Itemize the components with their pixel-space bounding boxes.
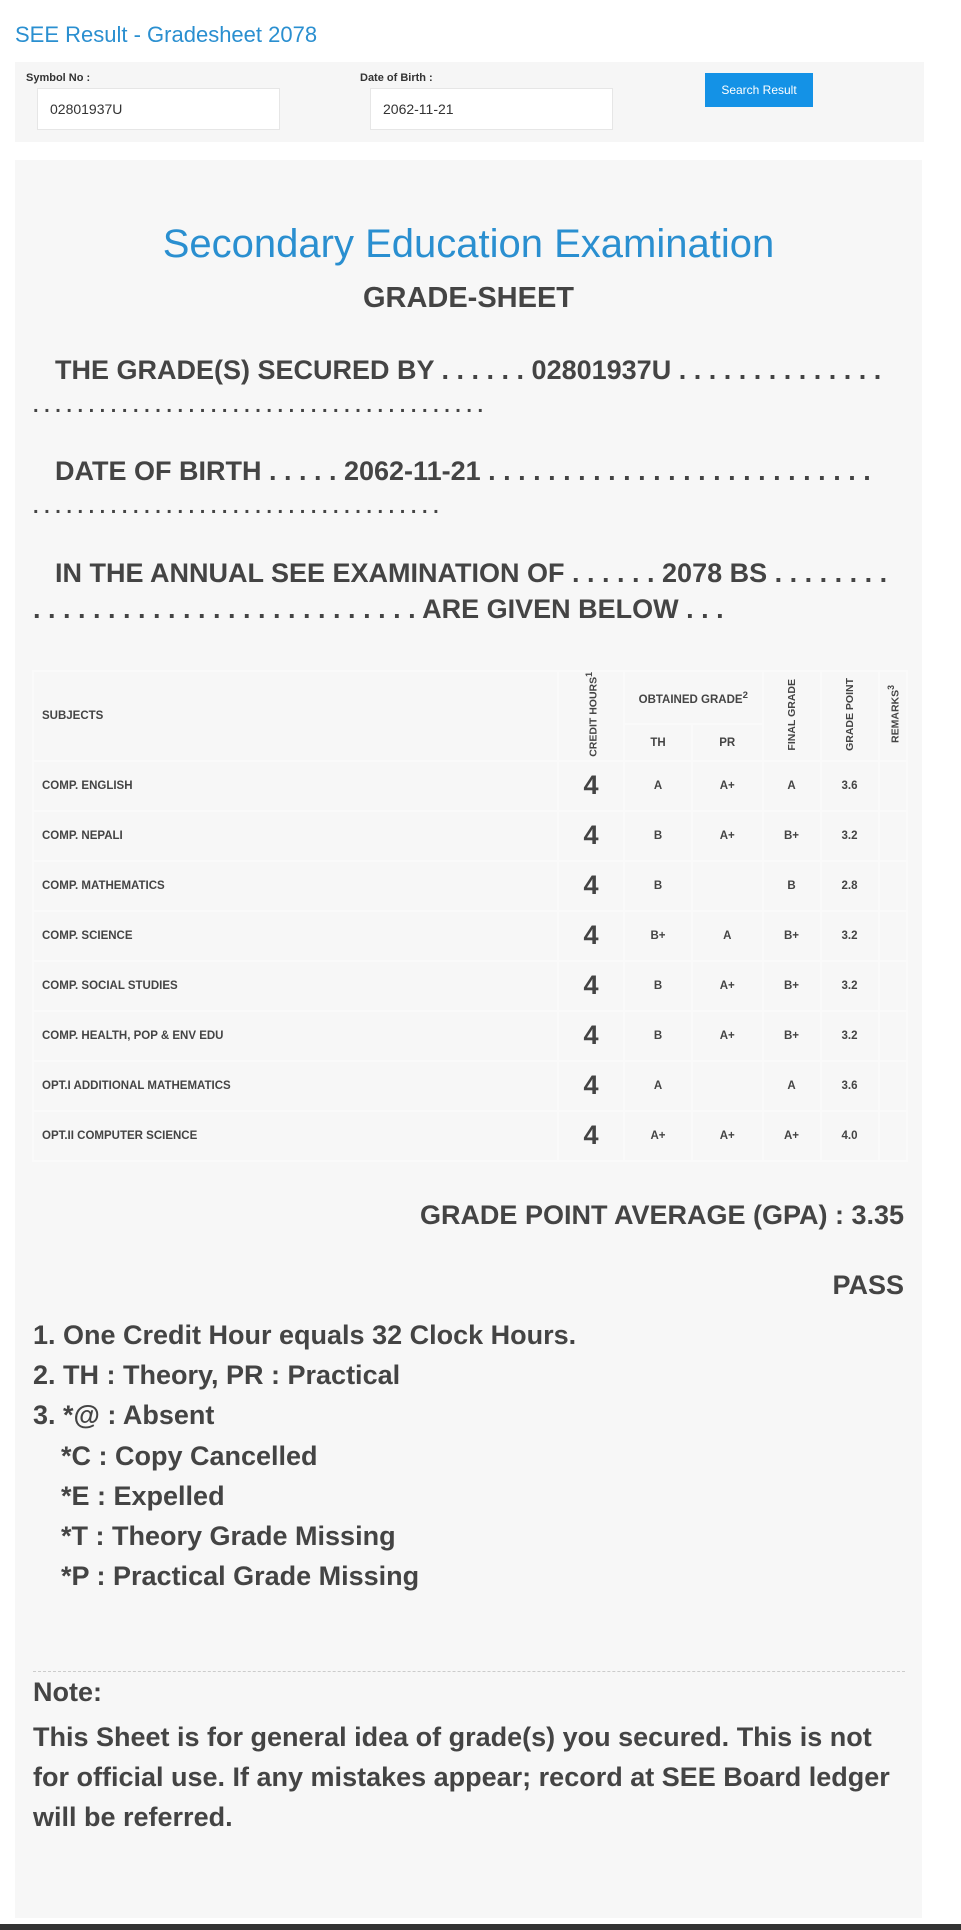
cell-th: B	[624, 811, 692, 861]
footnote: 2. TH : Theory, PR : Practical	[33, 1360, 401, 1390]
point-header: GRADE POINT	[821, 671, 879, 761]
cell-th: B	[624, 1011, 692, 1061]
symbol-label: Symbol No :	[26, 72, 91, 84]
cell-point: 3.6	[821, 1061, 879, 1111]
cell-credit: 4	[558, 861, 624, 911]
cell-th: B	[624, 861, 692, 911]
cell-th: A	[624, 1061, 692, 1111]
dob-dots: . . . . . . . . . . . . . . . . . . . . . . . . . . . . . . . . . . . . .	[33, 496, 439, 518]
exam-heading: Secondary Education Examination	[162, 222, 775, 266]
dob-input[interactable]: 2062-11-21	[370, 88, 613, 130]
page-title: SEE Result - Gradesheet 2078	[15, 22, 318, 47]
cell-th: B+	[624, 911, 692, 961]
obtained-header: OBTAINED GRADE$^2$	[624, 671, 763, 724]
search-panel	[15, 62, 924, 142]
table-row	[33, 861, 907, 911]
cell-point: 3.2	[821, 911, 879, 961]
cell-th: A+	[624, 1111, 692, 1161]
cell-point: 3.2	[821, 961, 879, 1011]
cell-subject: OPT.II COMPUTER SCIENCE	[33, 1111, 558, 1161]
dob-line: DATE OF BIRTH . . . . . 2062-11-21 . . . . . . . . . . . . . . . . . . . . . . . . . .	[55, 456, 871, 486]
subjects-header: SUBJECTS	[33, 671, 558, 761]
cell-final: B+	[763, 911, 821, 961]
search-result-button[interactable]: Search Result	[705, 73, 813, 107]
footnote: 1. One Credit Hour equals 32 Clock Hours.	[33, 1320, 577, 1350]
cell-remarks	[879, 1061, 907, 1111]
result-status: PASS	[832, 1270, 904, 1300]
cell-final: A+	[763, 1111, 821, 1161]
footnote: *T : Theory Grade Missing	[61, 1521, 396, 1551]
cell-point: 3.2	[821, 1011, 879, 1061]
cell-subject: COMP. HEALTH, POP & ENV EDU	[33, 1011, 558, 1061]
cell-point: 2.8	[821, 861, 879, 911]
cell-remarks	[879, 1111, 907, 1161]
cell-final: A	[763, 761, 821, 811]
secured-by-dots: . . . . . . . . . . . . . . . . . . . . . . . . . . . . . . . . . . . . . . . . .	[33, 395, 484, 417]
note-title: Note:	[33, 1677, 102, 1707]
note-text: This Sheet is for general idea of grade(s) you secured. This is not for official use. If any mistakes appear; record at SEE Board ledger will be referred.	[33, 1722, 890, 1832]
table-row	[33, 1111, 907, 1161]
cell-final: A	[763, 1061, 821, 1111]
sheet-subheading: GRADE-SHEET	[362, 282, 575, 314]
cell-subject: COMP. ENGLISH	[33, 761, 558, 811]
grades-table	[32, 670, 908, 1162]
cell-remarks	[879, 861, 907, 911]
cell-pr: A+	[692, 1111, 763, 1161]
cell-pr: A+	[692, 761, 763, 811]
cell-remarks	[879, 761, 907, 811]
footnote: *E : Expelled	[61, 1481, 225, 1511]
cell-subject: OPT.I ADDITIONAL MATHEMATICS	[33, 1061, 558, 1111]
cell-subject: COMP. MATHEMATICS	[33, 861, 558, 911]
cell-pr	[692, 861, 763, 911]
cell-subject: COMP. SCIENCE	[33, 911, 558, 961]
given-below-line: . . . . . . . . . . . . . . . . . . . . . . . . . . ARE GIVEN BELOW . . .	[33, 594, 724, 624]
table-row	[33, 911, 907, 961]
cell-th: A	[624, 761, 692, 811]
table-row	[33, 961, 907, 1011]
cell-remarks	[879, 1011, 907, 1061]
cell-final: B+	[763, 811, 821, 861]
cell-credit: 4	[558, 1061, 624, 1111]
divider	[33, 1671, 905, 1672]
footnote: *P : Practical Grade Missing	[61, 1561, 420, 1591]
cell-pr: A+	[692, 811, 763, 861]
cell-pr: A+	[692, 961, 763, 1011]
cell-credit: 4	[558, 1011, 624, 1061]
cell-final: B	[763, 861, 821, 911]
cell-final: B+	[763, 1011, 821, 1061]
grade-sheet	[15, 160, 922, 1918]
dob-label: Date of Birth :	[360, 72, 433, 84]
final-header: FINAL GRADE	[763, 671, 821, 761]
cell-credit: 4	[558, 1111, 624, 1161]
cell-pr: A+	[692, 1011, 763, 1061]
gpa: GRADE POINT AVERAGE (GPA) : 3.35	[419, 1200, 904, 1230]
cell-point: 3.6	[821, 761, 879, 811]
cell-credit: 4	[558, 761, 624, 811]
footnote: *C : Copy Cancelled	[61, 1441, 318, 1471]
secured-by-line: THE GRADE(S) SECURED BY . . . . . . 02801937U . . . . . . . . . . . . . .	[55, 355, 882, 385]
table-row	[33, 761, 907, 811]
symbol-input[interactable]: 02801937U	[37, 88, 280, 130]
cell-credit: 4	[558, 811, 624, 861]
cell-point: 3.2	[821, 811, 879, 861]
footnote: 3. *@ : Absent	[33, 1400, 215, 1430]
th-header: TH	[624, 724, 692, 760]
credit-header: CREDIT HOURS$^1$	[558, 671, 624, 761]
cell-pr: A	[692, 911, 763, 961]
remarks-header: REMARKS$^3$	[879, 671, 907, 761]
cell-subject: COMP. SOCIAL STUDIES	[33, 961, 558, 1011]
cell-pr	[692, 1061, 763, 1111]
cell-remarks	[879, 911, 907, 961]
pr-header: PR	[692, 724, 763, 760]
bottom-bar	[0, 1924, 961, 1930]
cell-subject: COMP. NEPALI	[33, 811, 558, 861]
table-row	[33, 1011, 907, 1061]
cell-point: 4.0	[821, 1111, 879, 1161]
table-row	[33, 811, 907, 861]
cell-final: B+	[763, 961, 821, 1011]
cell-th: B	[624, 961, 692, 1011]
table-row	[33, 1061, 907, 1111]
exam-line: IN THE ANNUAL SEE EXAMINATION OF . . . . . . 2078 BS . . . . . . . .	[55, 558, 888, 588]
cell-credit: 4	[558, 961, 624, 1011]
cell-remarks	[879, 811, 907, 861]
cell-remarks	[879, 961, 907, 1011]
cell-credit: 4	[558, 911, 624, 961]
